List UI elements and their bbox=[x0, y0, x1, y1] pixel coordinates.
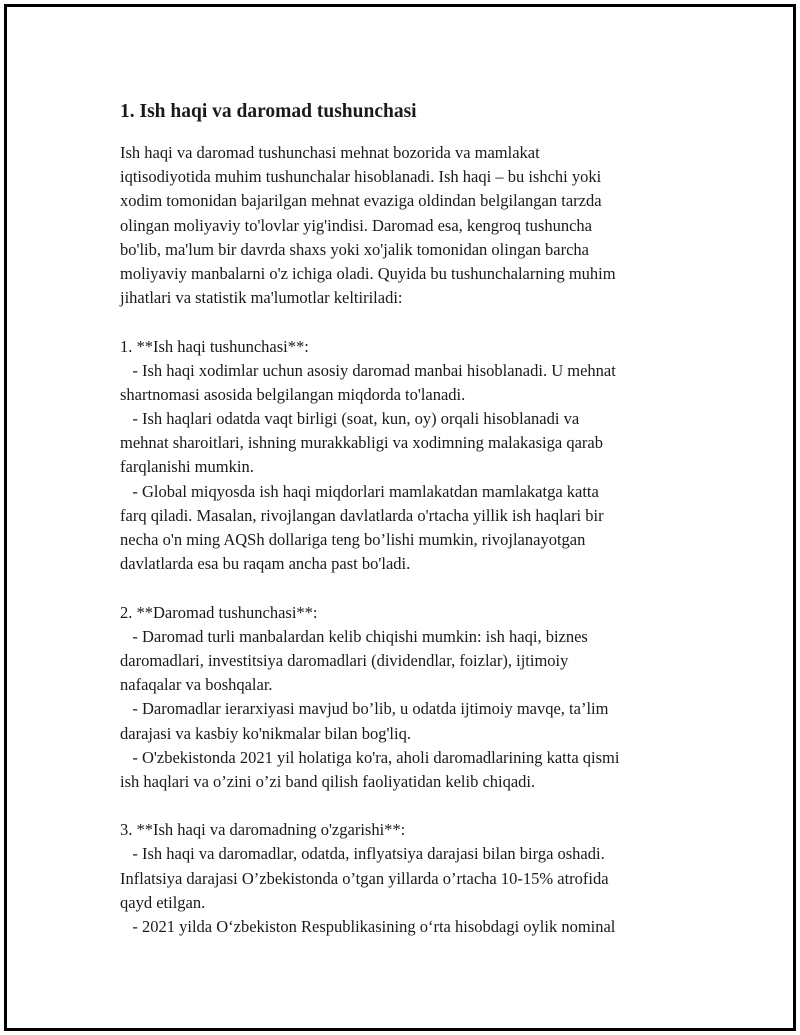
text-line: - O'zbekistonda 2021 yil holatiga ko'ra, aholi daromadlarining katta qismi bbox=[120, 747, 620, 767]
blank-line bbox=[120, 576, 700, 600]
text-line: olingan moliyaviy to'lovlar yig'indisi. Daromad esa, kengroq tushuncha bbox=[120, 215, 592, 235]
text-line: daromadlari, investitsiya daromadlari (dividendlar, foizlar), ijtimoiy bbox=[120, 650, 569, 670]
text-line: - Ish haqlari odatda vaqt birligi (soat, kun, oy) orqali hisoblanadi va bbox=[120, 409, 580, 429]
text-line: nafaqalar va boshqalar. bbox=[120, 675, 273, 695]
text-line: farqlanishi mumkin. bbox=[120, 457, 254, 477]
text-line: - Ish haqi xodimlar uchun asosiy daromad manbai hisoblanadi. U mehnat bbox=[120, 360, 616, 380]
text-line: qayd etilgan. bbox=[120, 892, 206, 912]
text-line: jihatlari va statistik ma'lumotlar keltiriladi: bbox=[120, 288, 403, 308]
text-line: Inflatsiya darajasi O’zbekistonda o’tgan yillarda o’rtacha 10-15% atrofida bbox=[120, 868, 609, 888]
text-line: 2. **Daromad tushunchasi**: bbox=[120, 602, 318, 622]
document-body bbox=[120, 99, 700, 939]
text-line: 1. **Ish haqi tushunchasi**: bbox=[120, 336, 309, 356]
text-line: iqtisodiyotida muhim tushunchalar hisoblanadi. Ish haqi – bu ishchi yoki bbox=[120, 167, 602, 187]
text-line: bo'lib, ma'lum bir davrda shaxs yoki xo'jalik tomonidan olingan barcha bbox=[120, 239, 589, 259]
text-line: - Daromadlar ierarxiyasi mavjud bo’lib, u odatda ijtimoiy mavqe, ta’lim bbox=[120, 699, 609, 719]
document-text bbox=[120, 141, 700, 939]
text-line: Ish haqi va daromad tushunchasi mehnat bozorida va mamlakat bbox=[120, 143, 540, 162]
text-line: - Ish haqi va daromadlar, odatda, inflyatsiya darajasi bilan birga oshadi. bbox=[120, 844, 605, 864]
text-line: ish haqlari va o’zini o’zi band qilish faoliyatidan kelib chiqadi. bbox=[120, 771, 536, 791]
text-line: shartnomasi asosida belgilangan miqdorda to'lanadi. bbox=[120, 384, 466, 404]
text-line: necha o'n ming AQSh dollariga teng bo’lishi mumkin, rivojlanayotgan bbox=[120, 530, 586, 549]
text-line: - Daromad turli manbalardan kelib chiqishi mumkin: ish haqi, biznes bbox=[120, 626, 588, 646]
blank-line bbox=[120, 794, 700, 818]
text-line: farq qiladi. Masalan, rivojlangan davlatlarda o'rtacha yillik ish haqlari bir bbox=[120, 505, 604, 525]
text-line: - 2021 yilda Oʻzbekiston Respublikasining oʻrta hisobdagi oylik nominal bbox=[120, 917, 616, 936]
blank-line bbox=[120, 310, 700, 334]
text-line: - Global miqyosda ish haqi miqdorlari mamlakatdan mamlakatga katta bbox=[120, 481, 599, 501]
section-heading: 1. Ish haqi va daromad tushunchasi bbox=[120, 101, 417, 122]
text-line: mehnat sharoitlari, ishning murakkabligi va xodimning malakasiga qarab bbox=[120, 433, 603, 453]
text-line: xodim tomonidan bajarilgan mehnat evaziga oldindan belgilangan tarzda bbox=[120, 191, 602, 211]
page-frame bbox=[4, 4, 796, 1031]
text-line: davlatlarda esa bu raqam ancha past bo'ladi. bbox=[120, 554, 411, 574]
text-line: darajasi va kasbiy ko'nikmalar bilan bog'liq. bbox=[120, 723, 411, 743]
text-line: 3. **Ish haqi va daromadning o'zgarishi**: bbox=[120, 820, 406, 840]
text-line: moliyaviy manbalarni o'z ichiga oladi. Quyida bu tushunchalarning muhim bbox=[120, 263, 616, 283]
